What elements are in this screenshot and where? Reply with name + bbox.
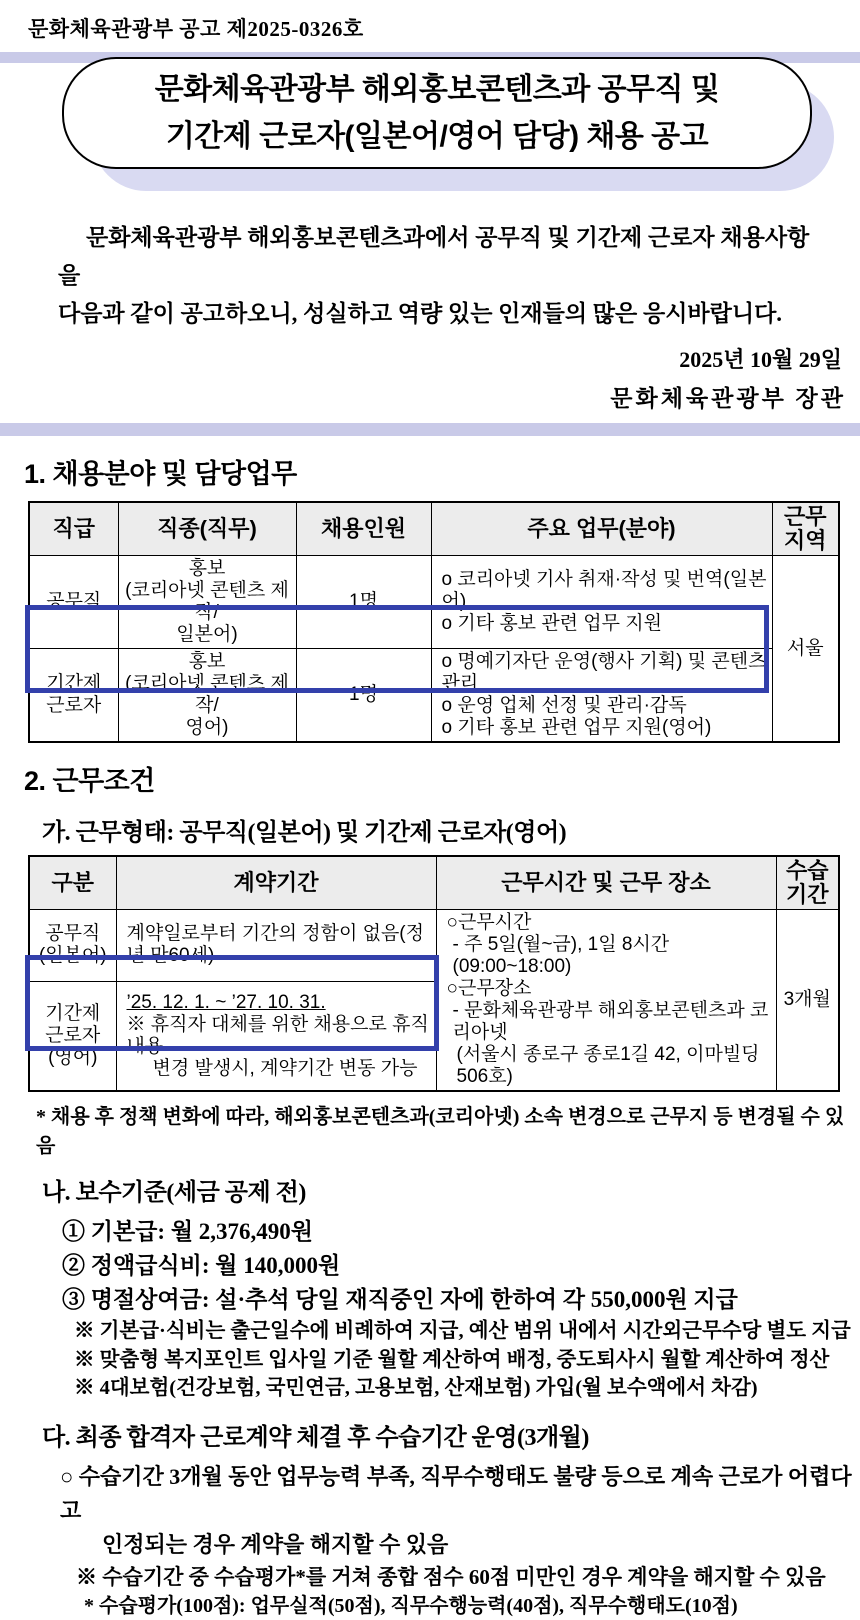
header-type: 구분	[29, 856, 116, 910]
header-duties: 주요 업무(분야)	[431, 502, 772, 556]
header-rank: 직급	[29, 502, 118, 556]
row-gongmujik	[29, 556, 839, 649]
cell-rank	[29, 649, 118, 743]
section1-heading: 1. 채용분야 및 담당업무	[24, 459, 297, 489]
cell-count: 1명	[296, 649, 431, 743]
job-line: (코리아넷 콘텐츠 제작/	[125, 673, 289, 716]
intro-line-2: 다음과 같이 공고하오니, 성실하고 역량 있는 인재들의 많은 응시바랍니다.	[58, 301, 783, 326]
recruitment-header-row	[29, 502, 839, 556]
doc-number: 문화체육관광부 공고 제2025-0326호	[28, 17, 364, 41]
section2-heading: 2. 근무조건	[24, 766, 155, 796]
worktime-line: - 주 5일(월~금), 1일 8시간(09:00~18:00)	[452, 934, 670, 977]
pay-item-3: ③ 명절상여금: 설·추석 당일 재직중인 자에 한하여 각 550,000원 지급	[62, 1287, 738, 1312]
rank-line: 기간제	[46, 673, 102, 694]
cell-type	[29, 910, 116, 982]
cell-worktime	[436, 910, 776, 1092]
intro-line-1: 문화체육관광부 해외홍보콘텐츠과에서 공무직 및 기간제 근로자 채용사항을	[58, 225, 810, 288]
cell-contract	[116, 981, 436, 1091]
announcement-date: 2025년 10월 29일	[679, 347, 842, 372]
cell-type	[29, 981, 116, 1091]
pay-note-2: ※ 맞춤형 복지포인트 입사일 기준 월할 계산하여 배정, 중도퇴사시 월할 계산하여 정산	[74, 1348, 830, 1371]
table2-footnote: * 채용 후 정책 변화에 따라, 해외홍보콘텐츠과(코리아넷) 소속 변경으로 근무지 등 변경될 수 있음	[36, 1106, 845, 1157]
header-contract: 계약기간	[116, 856, 436, 910]
intro-paragraph	[58, 219, 830, 333]
pay-item-1: ① 기본급: 월 2,376,490원	[62, 1219, 313, 1244]
job-line: 일본어)	[176, 624, 238, 645]
rank-line: 근로자	[46, 695, 102, 716]
section-divider-bar	[0, 423, 860, 436]
title-line-1: 문화체육관광부 해외홍보콘텐츠과 공무직 및	[154, 73, 720, 106]
header-job: 직종(직무)	[118, 502, 296, 556]
job-line: 영어)	[185, 717, 229, 738]
probation-footnote: * 수습평가(100점): 업무실적(50점), 직무수행능력(40점), 직무수행태도(10점)	[84, 1594, 738, 1617]
probation-item-line1: ○ 수습기간 3개월 동안 업무능력 부족, 직무수행태도 불량 등으로 계속 근로가 어렵다고	[60, 1463, 852, 1523]
work-condition-table-wrap	[28, 855, 838, 1092]
contract-note-line: ※ 휴직자 대체를 위한 채용으로 휴직내용	[126, 1013, 429, 1057]
title-line-2: 기간제 근로자(일본어/영어 담당) 채용 공고	[165, 120, 709, 153]
cell-rank: 공무직	[29, 556, 118, 649]
type-line: 공무직	[45, 923, 101, 945]
type-line: 기간제	[45, 1002, 101, 1024]
contract-period: ’25. 12. 1. ~ ’27. 10. 31.	[126, 991, 326, 1013]
job-line: (코리아넷 콘텐츠 제작/	[125, 580, 289, 623]
job-line: 홍보	[188, 558, 226, 579]
contract-note-line: 변경 발생시, 계약기간 변동 가능	[152, 1057, 418, 1079]
title-banner	[0, 61, 860, 193]
duty-line: o 기타 홍보 관련 업무 지원(영어)	[441, 717, 712, 738]
header-worktime: 근무시간 및 근무 장소	[436, 856, 776, 910]
cell-duties	[431, 649, 772, 743]
signer: 문화체육관광부 장관	[610, 386, 846, 411]
probation-item-line2: 인정되는 경우 계약을 해지할 수 있음	[102, 1531, 449, 1557]
pay-item-2: ② 정액급식비: 월 140,000원	[62, 1253, 341, 1278]
cell-probation: 3개월	[776, 910, 839, 1092]
cell-duties	[431, 556, 772, 649]
cell-contract: 계약일로부터 기간의 정함이 없음(정년 만60세)	[116, 910, 436, 982]
header-region	[772, 502, 839, 556]
pay-note-3: ※ 4대보험(건강보험, 국민연금, 고용보험, 산재보험) 가입(월 보수액에서 차감)	[74, 1377, 758, 1399]
row-gigan-je	[29, 649, 839, 743]
work-condition-table	[28, 855, 840, 1092]
announcement-document	[0, 13, 860, 1617]
worktime-line: ○근무시간	[446, 912, 532, 933]
duty-line: o 명예기자단 운영(행사 기획) 및 콘텐츠 관리	[441, 651, 767, 694]
recruitment-table	[28, 501, 840, 743]
cell-region: 서울	[772, 556, 839, 743]
probation-note: ※ 수습기간 중 수습평가*를 거쳐 종합 점수 60점 미만인 경우 계약을 해지할 수 있음	[76, 1564, 826, 1589]
section2-sub-b: 나. 보수기준(세금 공제 전)	[42, 1180, 306, 1206]
duty-line: o 운영 업체 선정 및 관리·감독	[441, 695, 687, 716]
type-line: 근로자	[45, 1024, 101, 1046]
cell-count: 1명	[296, 556, 431, 649]
section2-sub-c: 다. 최종 합격자 근로계약 체결 후 수습기간 운영(3개월)	[42, 1424, 589, 1451]
header-region-line1: 근무	[783, 504, 827, 529]
type-line: (영어)	[48, 1046, 98, 1068]
worktime-line: - 문화체육관광부 해외홍보콘텐츠과 코리아넷	[452, 1000, 769, 1043]
condition-row-gongmujik	[29, 910, 839, 982]
cell-job	[118, 556, 296, 649]
recruitment-table-wrap	[28, 501, 838, 743]
header-count: 채용인원	[296, 502, 431, 556]
worktime-line: (서울시 종로구 종로1길 42, 이마빌딩 506호)	[456, 1044, 760, 1087]
header-probation-line1: 수습	[785, 858, 829, 883]
cell-job	[118, 649, 296, 743]
condition-header-row	[29, 856, 839, 910]
duty-line: o 코리아넷 기사 취재·작성 및 번역(일본어)	[441, 569, 767, 612]
pay-note-1: ※ 기본급·식비는 출근일수에 비례하여 지급, 예산 범위 내에서 시간외근무수당 별도 지급	[74, 1320, 851, 1342]
header-region-line2: 지역	[783, 528, 827, 553]
worktime-line: ○근무장소	[446, 978, 532, 999]
duty-line: o 기타 홍보 관련 업무 지원	[441, 613, 663, 634]
type-line: (일본어)	[38, 945, 107, 967]
job-line: 홍보	[188, 651, 226, 672]
header-probation	[776, 856, 839, 910]
header-probation-line2: 기간	[785, 882, 829, 907]
section2-sub-a: 가. 근무형태: 공무직(일본어) 및 기간제 근로자(영어)	[42, 820, 567, 846]
banner-box	[62, 57, 812, 169]
